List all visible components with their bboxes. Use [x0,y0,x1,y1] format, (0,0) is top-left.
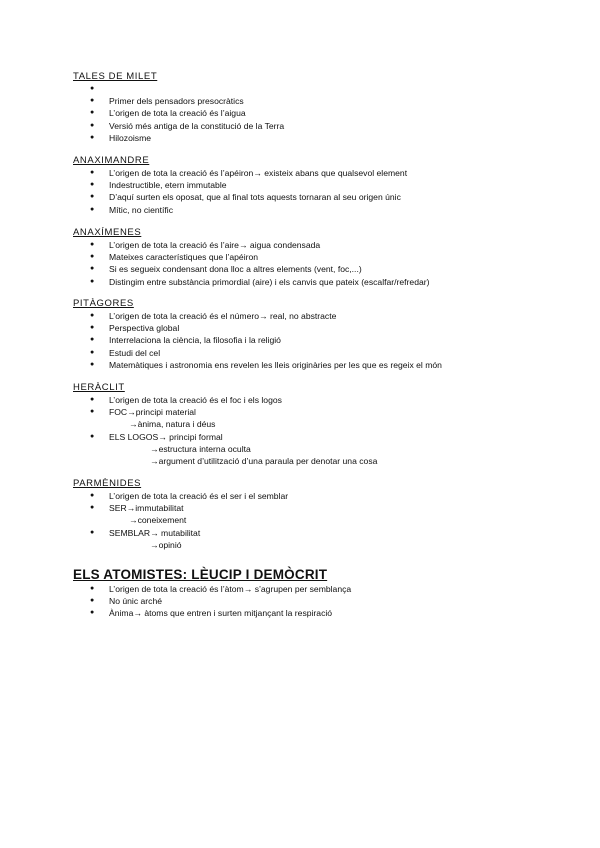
list-item: ● ELS LOGOS→ principi formal [90,431,223,442]
list-item [73,83,573,95]
list-item: ● L’origen de tota la creació és l’àtom→ s’agrupen per semblança [90,584,352,594]
bullet-icon: ● [90,169,95,176]
bullet-icon: ● [90,504,95,512]
sub-item: →ànima, natura i déus [129,419,216,430]
list-item: ● Interrelaciona la ciència, la filosofia i la religió [90,335,281,346]
bullet-icon: ● [90,597,95,605]
bullet-icon: ● [90,241,95,248]
section-anaximandre [73,155,573,216]
list-item: ● L’origen de tota la creació és el ser i el semblar [90,491,289,501]
section-atomistes [73,567,573,620]
bullet-icon: ● [90,348,95,356]
bullet-icon: ● [90,432,95,440]
list-item: ● Primer dels pensadors presocràtics [90,96,244,107]
bullet-icon: ● [90,253,95,261]
section-heading: HERÀCLIT [73,382,125,393]
bullet-icon: ● [90,133,95,141]
bullet-list [73,583,573,620]
bullet-list [73,394,573,418]
section-heading: ANAXIMANDRE [73,155,150,166]
list-item: ● L’origen de tota la creació és el número→ real, no abstracte [90,311,337,321]
section-pitagores [73,298,573,371]
list-item: ● SER→immutabilitat [90,503,184,514]
section-heading: PARMÈNIDES [73,478,142,489]
sub-item: →estructura interna oculta [150,443,251,454]
list-item: ● Estudi del cel [90,347,161,358]
section-tales [73,71,573,144]
list-item: ● Indestructible, etern immutable [90,180,227,191]
list-item: ● L’origen de tota la creació és l’aire→ aigua condensada [90,240,321,250]
list-item: ● No únic arché [90,596,163,607]
list-item: ● L’origen de tota la creació és el foc i els logos [90,395,282,405]
bullet-list [73,527,573,539]
bullet-icon: ● [90,265,95,273]
list-item: ● Perspectiva global [90,323,180,334]
list-item: ● Distingim entre substància primordial (aire) i els canvis que pateix (escalfar/refredar) [90,276,430,287]
section-anaximenes [73,227,573,288]
bullet-list [73,310,573,371]
bullet-icon: ● [90,85,95,92]
bullet-list [73,239,573,288]
list-item: ● Matemàtiques i astronomia ens revelen les lleis originàries per les que es regeix el món [90,359,442,370]
bullet-list [73,431,573,443]
list-item: ● FOC→principi material [90,407,196,418]
bullet-icon: ● [90,492,95,499]
bullet-icon: ● [90,121,95,129]
section-parmenides [73,478,573,551]
bullet-icon: ● [90,396,95,403]
list-item: ● D’aquí surten els oposat, que al final tots aquests tornaran al seu origen únic [90,192,401,203]
section-heading: ELS ATOMISTES: LÈUCIP I DEMÒCRIT [73,567,328,582]
bullet-icon: ● [90,528,95,536]
bullet-icon: ● [90,585,95,592]
sub-item: →coneixement [129,515,187,526]
bullet-icon: ● [90,336,95,344]
bullet-icon: ● [90,193,95,201]
list-item: ● Si es segueix condensant dona lloc a altres elements (vent, foc,...) [90,264,362,275]
bullet-icon: ● [90,181,95,189]
bullet-icon: ● [90,360,95,368]
section-heading: PITÀGORES [73,298,134,309]
list-item: ● L’origen de tota la creació és l’apéiron→ existeix abans que qualsevol element [90,168,408,178]
list-item: ● Versió més antiga de la constitució de la Terra [90,120,285,131]
bullet-list [73,167,573,216]
bullet-icon: ● [90,109,95,117]
bullet-icon: ● [90,205,95,213]
bullet-icon: ● [90,277,95,285]
bullet-icon: ● [90,324,95,332]
section-heraclit [73,382,573,467]
list-item: ● Mateixes característiques que l’apéiron [90,252,259,263]
bullet-list [73,490,573,514]
bullet-icon: ● [90,97,95,105]
bullet-icon: ● [90,408,95,416]
bullet-icon: ● [90,312,95,319]
list-item: ● Ànima→ àtoms que entren i surten mitjançant la respiració [90,608,333,619]
list-item: ● L’origen de tota la creació és l’aigua [90,108,246,119]
list-item: ● Mític, no científic [90,204,173,215]
bullet-icon: ● [90,609,95,617]
sub-item: →opinió [150,539,182,550]
sub-item: →argument d’utilització d’una paraula per denotar una cosa [150,455,378,466]
section-heading: ANAXÍMENES [73,227,142,238]
list-item: ● Hilozoisme [90,132,152,143]
list-item: ● SEMBLAR→ mutabilitat [90,527,201,538]
section-heading: TALES DE MILET [73,71,158,82]
bullet-list [73,83,573,144]
